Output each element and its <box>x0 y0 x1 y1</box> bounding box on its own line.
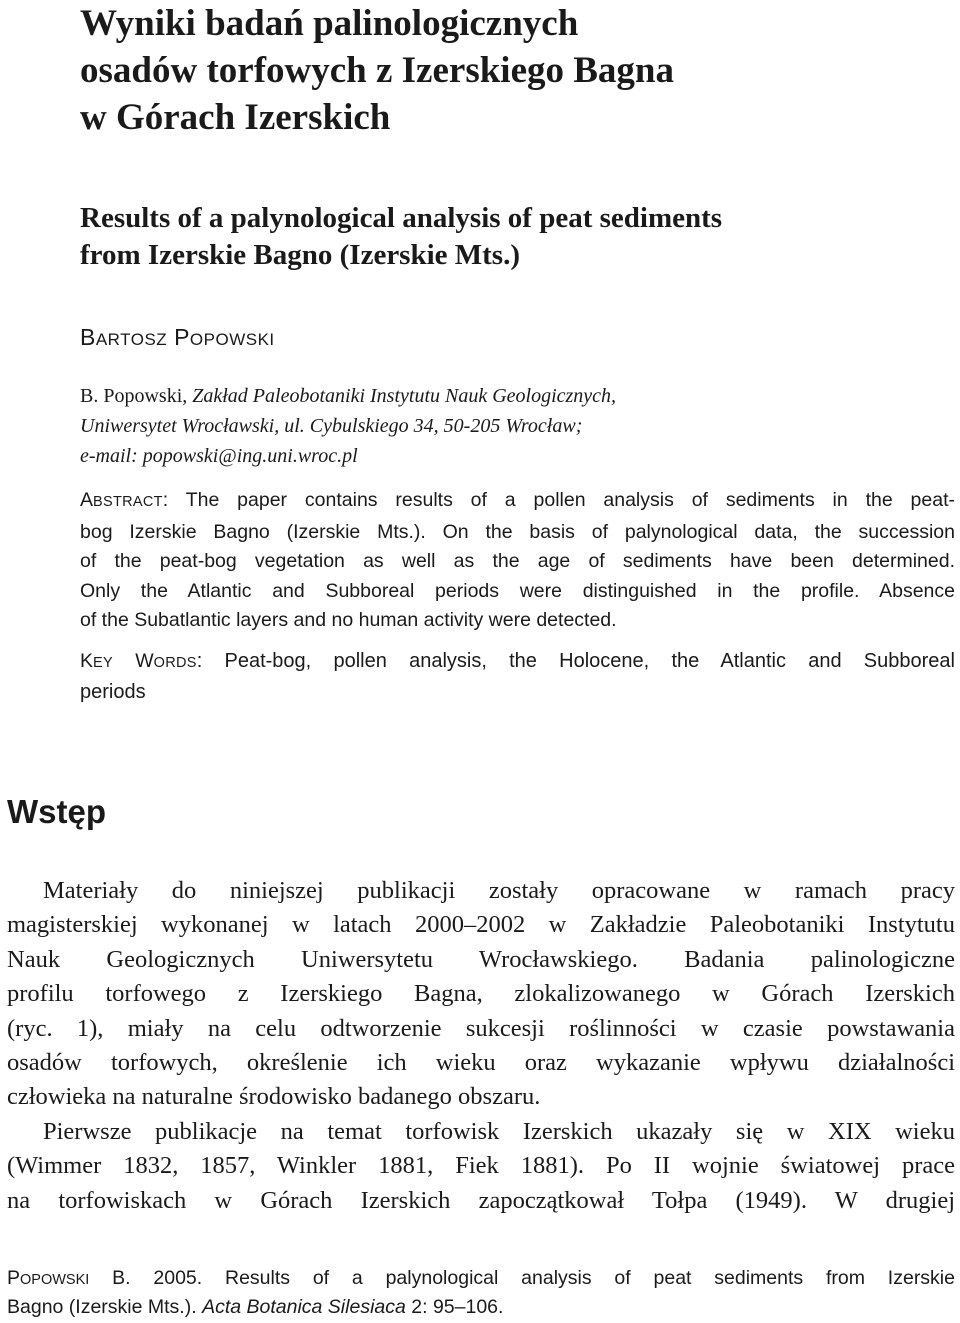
affiliation-prefix: B. Popowski, <box>80 385 193 407</box>
english-title <box>80 200 940 274</box>
abstract-line-4: Only the Atlantic and Subboreal periods were distinguished in the profile. Absence <box>80 579 955 602</box>
title-line-1: Wyniki badań palinologicznych <box>80 3 579 44</box>
abstract <box>80 486 955 636</box>
abstract-line-2: bog Izerskie Bagno (Izerskie Mts.). On the basis of palynological data, the succession <box>80 520 955 543</box>
author-first-initial: B <box>80 324 96 350</box>
body-line: osadów torfowych, określenie ich wieku oraz wykazanie wpływu działalności <box>7 1049 955 1077</box>
abstract-label-rest: BSTRACT <box>93 494 163 510</box>
abstract-label-initial: A <box>80 489 94 511</box>
abstract-line-5: of the Subatlantic layers and no human activity were detected. <box>80 609 617 631</box>
affiliation-institute: Zakład Paleobotaniki Instytutu Nauk Geologicznych, <box>192 385 617 407</box>
body-line: Pierwsze publikacje na temat torfowisk Izerskich ukazały się w XIX wieku <box>43 1117 955 1145</box>
title-line-3: w Górach Izerskich <box>80 97 391 138</box>
body-line: Materiały do niniejszej publikacji zostały opracowane w ramach pracy <box>43 877 955 904</box>
english-title-line-2: from Izerskie Bagno (Izerskie Mts.) <box>80 239 520 271</box>
affiliation-line-1 <box>80 381 940 411</box>
citation-line-1: POPOWSKI B. 2005. Results of a palynological analysis of peat sediments from Izerskie <box>7 1267 955 1289</box>
key-words-line-2: periods <box>80 681 146 703</box>
key-words <box>80 647 955 707</box>
body-line: Nauk Geologicznych Uniwersytetu Wrocławskiego. Badania palinologiczne <box>7 945 955 973</box>
author-name <box>80 324 275 351</box>
body-line: profilu torfowego z Izerskiego Bagna, zlokalizowanego w Górach Izerskich <box>7 980 955 1008</box>
affiliation-email: e-mail: popowski@ing.uni.wroc.pl <box>80 445 358 467</box>
key-words-line-1: KEY WORDS: Peat-bog, pollen analysis, the Holocene, the Atlantic and Subboreal <box>80 650 955 672</box>
author-first-rest: ARTOSZ <box>95 330 168 349</box>
body-line: człowieka na naturalne środowisko badanego obszaru. <box>7 1083 541 1111</box>
body-text <box>7 874 955 1218</box>
author-affiliation <box>80 381 940 471</box>
abstract-line-3: of the peat-bog vegetation as well as the age of sediments have been determined. <box>80 550 955 572</box>
body-line: (ryc. 1), miały na celu odtworzenie sukcesji roślinności w czasie powstawania <box>7 1014 955 1042</box>
author-last-initial: P <box>174 324 190 350</box>
section-heading: Wstęp <box>7 793 106 830</box>
affiliation-line-2: Uniwersytet Wrocławski, ul. Cybulskiego 34, 50-205 Wrocław; <box>80 415 583 437</box>
author-last-rest: OPOWSKI <box>189 330 275 349</box>
citation-line-2: Bagno (Izerskie Mts.). Acta Botanica Silesiaca 2: 95–106. <box>7 1296 504 1318</box>
body-line: (Wimmer 1832, 1857, Winkler 1881, Fiek 1881). Po II wojnie światowej prace <box>7 1152 955 1180</box>
title-line-2: osadów torfowych z Izerskiego Bagna <box>80 50 675 91</box>
english-title-line-1: Results of a palynological analysis of peat sediments <box>80 202 723 234</box>
paper-title <box>80 0 940 141</box>
body-line: magisterskiej wykonanej w latach 2000–2002 w Zakładzie Paleobotaniki Instytutu <box>7 911 955 939</box>
citation-footer <box>7 1265 955 1321</box>
journal-name: Acta Botanica Silesiaca <box>202 1296 406 1318</box>
abstract-line-1: ABSTRACT: The paper contains results of a pollen analysis of sediments in the peat- <box>80 489 955 511</box>
body-line: na torfowiskach w Górach Izerskich zapoczątkował Tołpa (1949). W drugiej <box>7 1186 955 1214</box>
